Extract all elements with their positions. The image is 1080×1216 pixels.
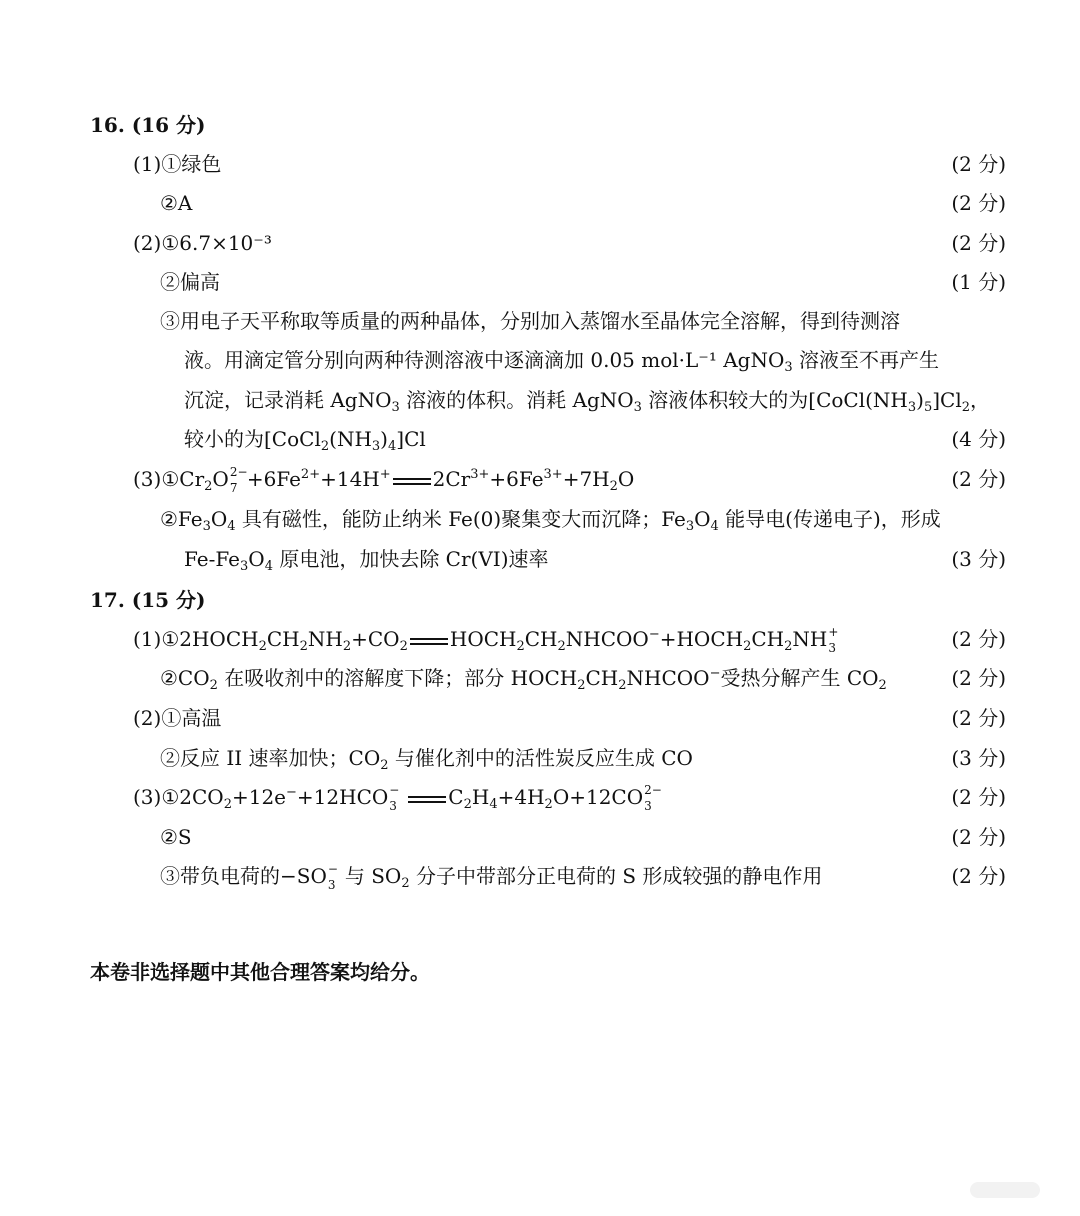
points: (2 分) <box>951 627 1006 651</box>
q16-part3-1 <box>0 460 1080 498</box>
points: (2 分) <box>951 666 1006 690</box>
q16-part1-1 <box>0 145 1080 183</box>
q16-header: 16. (16 分) <box>90 113 206 137</box>
points: (2 分) <box>951 706 1006 730</box>
points: (2 分) <box>951 191 1006 215</box>
q16-part2-3-line2 <box>0 341 1080 379</box>
q17-part3-1 <box>0 778 1080 816</box>
answer-text: ②S <box>160 825 192 849</box>
equals-sign <box>391 471 433 491</box>
answer-text: (2)①6.7×10⁻³ <box>133 231 272 255</box>
answer-text: ②A <box>160 191 193 215</box>
q16-part2-2 <box>0 263 1080 301</box>
q16-part2-1 <box>0 224 1080 262</box>
watermark <box>970 1182 1040 1198</box>
points: (2 分) <box>951 152 1006 176</box>
q17-header: 17. (15 分) <box>90 588 206 612</box>
q16-part2-3-line4 <box>0 420 1080 458</box>
q17-part3-3 <box>0 857 1080 895</box>
q16-part1-2 <box>0 184 1080 222</box>
answer-text: $②Fe_3O_4$ 具有磁性，能防止纳米 Fe(0)聚集变大而沉降；$Fe_3O_4$ 能导电(传递电子)，形成 <box>160 507 941 534</box>
points: (3 分) <box>951 547 1006 571</box>
answer-text: ③带负电荷的−SO − 3 与 $SO_2$ 分子中带部分正电荷的 S 形成较强的静电作用 <box>160 861 823 892</box>
points: (2 分) <box>951 785 1006 809</box>
points: (2 分) <box>951 864 1006 888</box>
answer-text: ③用电子天平称取等质量的两种晶体，分别加入蒸馏水至晶体完全溶解，得到待测溶 <box>160 309 900 333</box>
points: (4 分) <box>951 427 1006 451</box>
answer-text: (1)①绿色 <box>133 152 222 176</box>
q16-header-line <box>0 106 1080 144</box>
answer-text: ②反应 II 速率加快；$CO_2$ 与催化剂中的活性炭反应生成 CO <box>160 746 693 773</box>
q16-part3-2-line1 <box>0 500 1080 538</box>
answer-text: 沉淀，记录消耗 AgNO$_3$ 溶液的体积。消耗 AgNO$_3$ 溶液体积较大的为$[CoCl(NH_3)_5]Cl_2$， <box>184 388 991 415</box>
equals-sign <box>406 789 448 809</box>
answer-equation: $(3)①2CO_2+12e^-+12HCO$ − 3 $C_2H_4+4H_2O+12CO$ 2− 3 <box>133 782 662 813</box>
points: (2 分) <box>951 467 1006 491</box>
answer-text: (2)①高温 <box>133 706 222 730</box>
q17-part1-1 <box>0 620 1080 658</box>
q17-part2-1 <box>0 699 1080 737</box>
points: (2 分) <box>951 825 1006 849</box>
points: (3 分) <box>951 746 1006 770</box>
q17-part2-2 <box>0 739 1080 777</box>
answer-text: ②偏高 <box>160 270 220 294</box>
answer-text: $②CO_2$ 在吸收剂中的溶解度下降；部分 $HOCH_2CH_2NHCOO^-$受热分解产生 $CO_2$ <box>160 666 887 693</box>
footer-line <box>0 953 1080 991</box>
answer-text: 液。用滴定管分别向两种待测溶液中逐滴滴加 0.05 mol·L⁻¹ AgNO$_3$ 溶液至不再产生 <box>184 348 940 375</box>
q16-part3-2-line2 <box>0 540 1080 578</box>
q16-part2-3-line1 <box>0 302 1080 340</box>
answer-text: $Fe-Fe_3O_4$ 原电池，加快去除 Cr(VI)速率 <box>184 547 549 574</box>
points: (2 分) <box>951 231 1006 255</box>
answer-equation: $(1)①2HOCH_2CH_2NH_2+CO_2$ $HOCH_2CH_2NHCOO^-+HOCH_2CH_2NH$ + 3 <box>133 624 839 655</box>
q17-header-line <box>0 581 1080 619</box>
q16-part2-3-line3 <box>0 381 1080 419</box>
answer-text: 较小的为$[CoCl_2(NH_3)_4]Cl$ <box>184 427 426 454</box>
answer-equation: $(3)①Cr_2O$ 2− 7 $+6Fe^{2+}+14H^+$ $2Cr^{3+}+6Fe^{3+}+7H_2O$ <box>133 464 635 495</box>
q17-part1-2 <box>0 659 1080 697</box>
footer-note: 本卷非选择题中其他合理答案均给分。 <box>90 960 430 984</box>
equals-sign <box>408 631 450 651</box>
q17-part3-2 <box>0 818 1080 856</box>
points: (1 分) <box>951 270 1006 294</box>
